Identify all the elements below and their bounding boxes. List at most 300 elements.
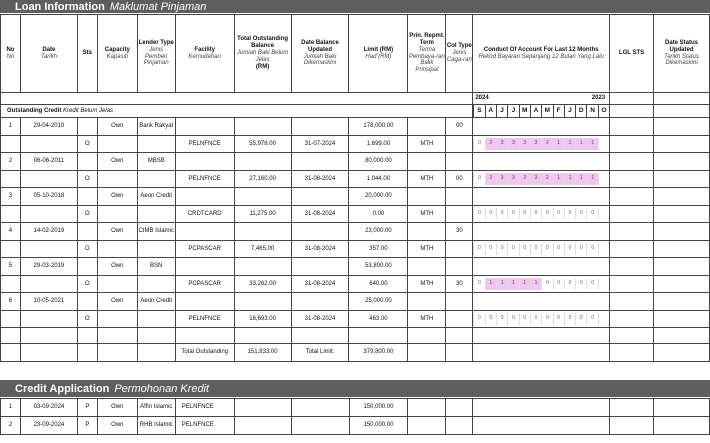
conduct-value (598, 138, 609, 150)
loan-facility (175, 293, 234, 311)
loan-no: 6 (1, 293, 21, 311)
month-label: M (519, 105, 530, 117)
empty-cell (408, 399, 446, 417)
empty-cell (137, 344, 175, 362)
facility-term: MTH (408, 241, 446, 258)
facility-name: PCPASCAR (175, 276, 234, 293)
facility-conduct (473, 311, 610, 328)
total-outstanding-value: 151,833.00 (234, 344, 291, 362)
facility-lgl (610, 206, 654, 223)
facility-sts: O (77, 171, 97, 188)
empty-cell (77, 344, 97, 362)
loan-col (446, 188, 473, 206)
conduct-value: 1 (564, 138, 575, 150)
application-row (1, 417, 710, 435)
loan-facility (175, 118, 234, 136)
facility-updated: 31-08-2024 (291, 171, 349, 188)
conduct-value: 1 (530, 278, 541, 290)
app-sts: P (77, 399, 97, 417)
loan-date-updated (291, 153, 349, 171)
month-label: D (575, 105, 586, 117)
loan-date-status (653, 293, 709, 311)
loan-date-status (653, 118, 709, 136)
loan-limit: 178,000.00 (349, 118, 408, 136)
conduct-grid (473, 173, 609, 185)
facility-capacity (97, 171, 137, 188)
empty-cell (175, 328, 234, 344)
loan-row (1, 293, 710, 311)
loan-lgl (610, 153, 654, 171)
app-sts: P (77, 417, 97, 435)
loan-date-status (653, 258, 709, 276)
col-date-balance: Date Balance Updated Jumlah Baki Dikemaskini (291, 15, 349, 93)
facility-lender (137, 311, 175, 328)
empty-cell (77, 328, 97, 344)
loan-limit: 20,000.00 (349, 188, 408, 206)
loan-date-updated (291, 118, 349, 136)
facility-lender (137, 171, 175, 188)
conduct-grid (473, 278, 609, 290)
facility-lender (137, 241, 175, 258)
total-limit-label: Total Limit: (291, 344, 349, 362)
loan-conduct (473, 293, 610, 311)
conduct-value: 1 (553, 173, 564, 185)
conduct-value: 1 (564, 173, 575, 185)
col-facility: Facility Kemudahan (175, 15, 234, 93)
conduct-value: 1 (496, 278, 507, 290)
facility-conduct (473, 206, 610, 223)
conduct-value: 0 (485, 208, 496, 220)
conduct-value: 1 (485, 278, 496, 290)
empty-cell (97, 344, 137, 362)
loan-sts (77, 118, 97, 136)
empty-cell (653, 417, 709, 435)
conduct-value: 0 (519, 208, 530, 220)
loan-lender: MBSB (137, 153, 175, 171)
credit-section-title: Credit Application (15, 382, 110, 395)
year-2024: 2024 (475, 95, 489, 101)
facility-term: MTH (408, 206, 446, 223)
facility-name: PCPASCAR (175, 241, 234, 258)
loan-capacity: Own (97, 153, 137, 171)
conduct-value: 0 (530, 313, 541, 325)
facility-installment: 640.00 (349, 276, 408, 293)
empty-cell (473, 399, 610, 417)
loan-lgl (610, 188, 654, 206)
facility-sts: O (77, 311, 97, 328)
facility-sts: O (77, 241, 97, 258)
conduct-value: 1 (553, 138, 564, 150)
conduct-value: 0 (541, 243, 552, 255)
facility-lgl (610, 311, 654, 328)
facility-term: MTH (408, 311, 446, 328)
loan-date: 29-03-2019 (20, 258, 77, 276)
conduct-value: 0 (541, 278, 552, 290)
loan-lgl (610, 118, 654, 136)
conduct-grid (473, 243, 609, 255)
facility-date-status (653, 241, 709, 258)
app-updated (291, 399, 349, 417)
col-lender-type: Lender Type Jenis Pemberi Pinjaman (137, 15, 175, 93)
loan-date-updated (291, 258, 349, 276)
month-label: S (473, 105, 484, 117)
conduct-value: 0 (473, 278, 484, 290)
conduct-value: 2 (541, 138, 552, 150)
loan-row (1, 223, 710, 241)
application-row (1, 399, 710, 417)
conduct-value: 3 (519, 173, 530, 185)
months-header (473, 105, 610, 118)
loan-date: 10-05-2021 (20, 293, 77, 311)
conduct-value: 0 (530, 243, 541, 255)
empty-cell (653, 399, 709, 417)
facility-col (446, 311, 473, 328)
facility-date (20, 311, 77, 328)
loan-lender: Bank Rakyat (137, 118, 175, 136)
facility-conduct (473, 136, 610, 153)
facility-conduct (473, 241, 610, 258)
facility-col (446, 241, 473, 258)
conduct-value: 0 (564, 278, 575, 290)
loan-row (1, 258, 710, 276)
loan-balance (234, 153, 291, 171)
year-row (1, 93, 710, 105)
total-outstanding-label: Total Outstanding (175, 344, 234, 362)
loan-no: 3 (1, 188, 21, 206)
facility-no (1, 276, 21, 293)
app-date: 23-09-2024 (20, 417, 77, 435)
conduct-value: 0 (473, 173, 484, 185)
empty-cell (291, 328, 349, 344)
facility-no (1, 241, 21, 258)
empty-cell (473, 328, 610, 344)
facility-balance: 55,978.00 (234, 136, 291, 153)
facility-row (1, 241, 710, 258)
col-prin-term: Prin. Repmt. Term Terma Pembaya-ran Balik Prinsipal (408, 15, 446, 93)
month-label: A (485, 105, 496, 117)
conduct-value: 3 (496, 138, 507, 150)
facility-name: PELNFNCE (175, 311, 234, 328)
loan-facility (175, 153, 234, 171)
facility-updated: 31-08-2024 (291, 276, 349, 293)
loan-col (446, 258, 473, 276)
loan-sts (77, 153, 97, 171)
col-lgl-sts: LGL STS (610, 15, 654, 93)
month-label: N (586, 105, 597, 117)
month-label: A (530, 105, 541, 117)
app-balance (234, 417, 291, 435)
conduct-value: 3 (496, 173, 507, 185)
loan-no: 4 (1, 223, 21, 241)
conduct-value (598, 173, 609, 185)
loan-date-status (653, 153, 709, 171)
app-lender: Affin Islamic (137, 399, 175, 417)
conduct-value: 0 (586, 278, 597, 290)
loan-sts (77, 223, 97, 241)
loan-sts (77, 188, 97, 206)
conduct-grid (473, 138, 609, 150)
facility-updated: 31-08-2024 (291, 206, 349, 223)
loan-section-title: Loan Information (15, 0, 105, 13)
conduct-value: 0 (507, 313, 518, 325)
facility-installment: 357.00 (349, 241, 408, 258)
facility-lgl (610, 171, 654, 188)
loan-capacity: Own (97, 188, 137, 206)
col-col-type: Col Type Jenis Caga-ran (446, 15, 473, 93)
facility-date-status (653, 171, 709, 188)
empty-cell (1, 328, 21, 344)
loan-row (1, 188, 710, 206)
loan-row (1, 118, 710, 136)
credit-section-title-ms: Permohonan Kredit (114, 382, 210, 395)
loan-header-row (1, 15, 710, 93)
empty-cell (349, 328, 408, 344)
facility-balance: 33,262.00 (234, 276, 291, 293)
facility-row (1, 206, 710, 223)
empty-cell (653, 344, 709, 362)
conduct-value (598, 208, 609, 220)
loan-conduct (473, 258, 610, 276)
facility-lender (137, 276, 175, 293)
loan-lender: BSN (137, 258, 175, 276)
facility-capacity (97, 206, 137, 223)
conduct-value: 3 (507, 138, 518, 150)
col-total-balance: Total Outstanding Balance Jumlah Baki Belum Jelas (RM) (234, 15, 291, 93)
facility-updated: 31-08-2024 (291, 241, 349, 258)
loan-balance (234, 118, 291, 136)
empty-cell (97, 328, 137, 344)
facility-installment: 1,044.00 (349, 171, 408, 188)
loan-capacity: Own (97, 293, 137, 311)
month-label: J (507, 105, 518, 117)
facility-lgl (610, 241, 654, 258)
spacer-row (1, 328, 710, 344)
loan-term (408, 188, 446, 206)
conduct-value: 0 (496, 313, 507, 325)
empty-cell (1, 344, 21, 362)
conduct-value: 0 (553, 243, 564, 255)
month-label: J (564, 105, 575, 117)
app-limit: 150,000.00 (349, 399, 408, 417)
loan-no: 2 (1, 153, 21, 171)
col-sts: Sts (77, 15, 97, 93)
loan-facility (175, 223, 234, 241)
loan-date-updated (291, 293, 349, 311)
loan-conduct (473, 188, 610, 206)
conduct-value: 0 (553, 208, 564, 220)
conduct-value: 0 (530, 208, 541, 220)
loan-col: 30 (446, 223, 473, 241)
loan-term (408, 118, 446, 136)
empty-cell (446, 399, 473, 417)
year-cell (473, 93, 610, 105)
loan-lgl (610, 293, 654, 311)
conduct-value: 0 (541, 313, 552, 325)
conduct-value: 0 (485, 313, 496, 325)
credit-application-table (0, 398, 710, 435)
facility-capacity (97, 311, 137, 328)
loan-sts (77, 293, 97, 311)
loan-facility (175, 258, 234, 276)
loan-col: 00 (446, 118, 473, 136)
conduct-value: 0 (553, 313, 564, 325)
loan-date: 06-06-2011 (20, 153, 77, 171)
conduct-value: 0 (496, 243, 507, 255)
year-2023: 2023 (591, 95, 606, 101)
conduct-value: 3 (530, 173, 541, 185)
facility-no (1, 171, 21, 188)
empty-cell (408, 328, 446, 344)
conduct-value: 0 (586, 208, 597, 220)
conduct-value: 3 (485, 173, 496, 185)
conduct-value: 2 (541, 173, 552, 185)
loan-date: 14-02-2019 (20, 223, 77, 241)
empty-cell (446, 328, 473, 344)
loan-information-header (0, 0, 710, 13)
empty-cell (234, 328, 291, 344)
month-label: M (541, 105, 552, 117)
facility-date (20, 171, 77, 188)
conduct-value: 1 (575, 138, 586, 150)
facility-capacity (97, 241, 137, 258)
facility-no (1, 136, 21, 153)
loan-facility (175, 188, 234, 206)
facility-row (1, 171, 710, 188)
conduct-value: 0 (575, 208, 586, 220)
facility-sts: O (77, 206, 97, 223)
conduct-value: 0 (519, 243, 530, 255)
app-updated (291, 417, 349, 435)
facility-balance: 11,275.00 (234, 206, 291, 223)
loan-term (408, 293, 446, 311)
conduct-value: 1 (519, 278, 530, 290)
outstanding-label: Outstanding Credit Kredit Belum Jelas (1, 105, 473, 118)
loan-no: 1 (1, 118, 21, 136)
col-no: No No (1, 15, 21, 93)
loan-date-status (653, 223, 709, 241)
conduct-value: 0 (564, 313, 575, 325)
facility-updated: 31-07-2024 (291, 136, 349, 153)
outstanding-row (1, 105, 710, 118)
facility-installment: 0.00 (349, 206, 408, 223)
conduct-value (598, 313, 609, 325)
facility-date (20, 276, 77, 293)
facility-capacity (97, 276, 137, 293)
empty-cell (408, 417, 446, 435)
conduct-value: 0 (485, 243, 496, 255)
loan-row (1, 153, 710, 171)
conduct-value: 0 (541, 208, 552, 220)
facility-row (1, 311, 710, 328)
loan-limit: 53,800.00 (349, 258, 408, 276)
facility-col: 00 (446, 171, 473, 188)
credit-application-header (0, 380, 710, 397)
empty-cell (610, 399, 654, 417)
app-date: 03-09-2024 (20, 399, 77, 417)
conduct-value: 0 (575, 278, 586, 290)
facility-updated: 31-08-2024 (291, 311, 349, 328)
loan-conduct (473, 223, 610, 241)
conduct-value: 3 (519, 138, 530, 150)
loan-date-updated (291, 223, 349, 241)
empty-cell (446, 417, 473, 435)
facility-col (446, 206, 473, 223)
conduct-value: 0 (553, 278, 564, 290)
loan-date: 29-04-2010 (20, 118, 77, 136)
conduct-value: 3 (530, 138, 541, 150)
loan-sts (77, 258, 97, 276)
col-limit: Limit (RM) Had (RM) (349, 15, 408, 93)
facility-sts: O (77, 276, 97, 293)
month-label: O (598, 105, 609, 117)
loan-section-title-ms: Maklumat Pinjaman (109, 0, 207, 13)
total-limit-value: 379,800.00 (349, 344, 408, 362)
facility-col: 30 (446, 276, 473, 293)
facility-balance: 16,693.00 (234, 311, 291, 328)
facility-no (1, 206, 21, 223)
conduct-value: 1 (586, 173, 597, 185)
app-no: 2 (1, 417, 21, 435)
empty-cell (653, 328, 709, 344)
loan-capacity: Own (97, 118, 137, 136)
loan-balance (234, 223, 291, 241)
conduct-value: 2 (485, 138, 496, 150)
empty-cell (610, 417, 654, 435)
facility-col (446, 136, 473, 153)
facility-name: PELNFNCE (175, 136, 234, 153)
loan-lender: Aeon Credit (137, 188, 175, 206)
col-conduct: Conduct Of Account For Last 12 Months Rekod Bayaran Sepanjang 12 Bulan Yang Lalu (473, 15, 610, 93)
facility-row (1, 276, 710, 293)
conduct-value: 0 (473, 138, 484, 150)
facility-date-status (653, 136, 709, 153)
loan-date-status (653, 188, 709, 206)
facility-lender (137, 206, 175, 223)
conduct-value: 0 (473, 313, 484, 325)
facility-no (1, 311, 21, 328)
loan-lgl (610, 258, 654, 276)
conduct-value: 0 (473, 243, 484, 255)
loan-term (408, 223, 446, 241)
loan-lender: Aeon Credit (137, 293, 175, 311)
loan-capacity: Own (97, 258, 137, 276)
loan-table (0, 14, 710, 362)
totals-row (1, 344, 710, 362)
app-limit: 150,000.00 (349, 417, 408, 435)
conduct-value: 0 (586, 313, 597, 325)
conduct-value: 1 (586, 138, 597, 150)
loan-term (408, 153, 446, 171)
loan-col (446, 153, 473, 171)
facility-lender (137, 136, 175, 153)
facility-lgl (610, 136, 654, 153)
facility-installment: 1,699.00 (349, 136, 408, 153)
month-label: J (496, 105, 507, 117)
loan-limit: 23,000.00 (349, 223, 408, 241)
empty-cell (610, 328, 654, 344)
loan-conduct (473, 153, 610, 171)
app-balance (234, 399, 291, 417)
loan-conduct (473, 118, 610, 136)
loan-balance (234, 188, 291, 206)
conduct-value (598, 278, 609, 290)
facility-name: PELNFNCE (175, 171, 234, 188)
col-capacity: Capacity Kapasiti (97, 15, 137, 93)
facility-conduct (473, 276, 610, 293)
empty-cell (473, 344, 610, 362)
conduct-value: 3 (507, 173, 518, 185)
conduct-value: 0 (507, 243, 518, 255)
